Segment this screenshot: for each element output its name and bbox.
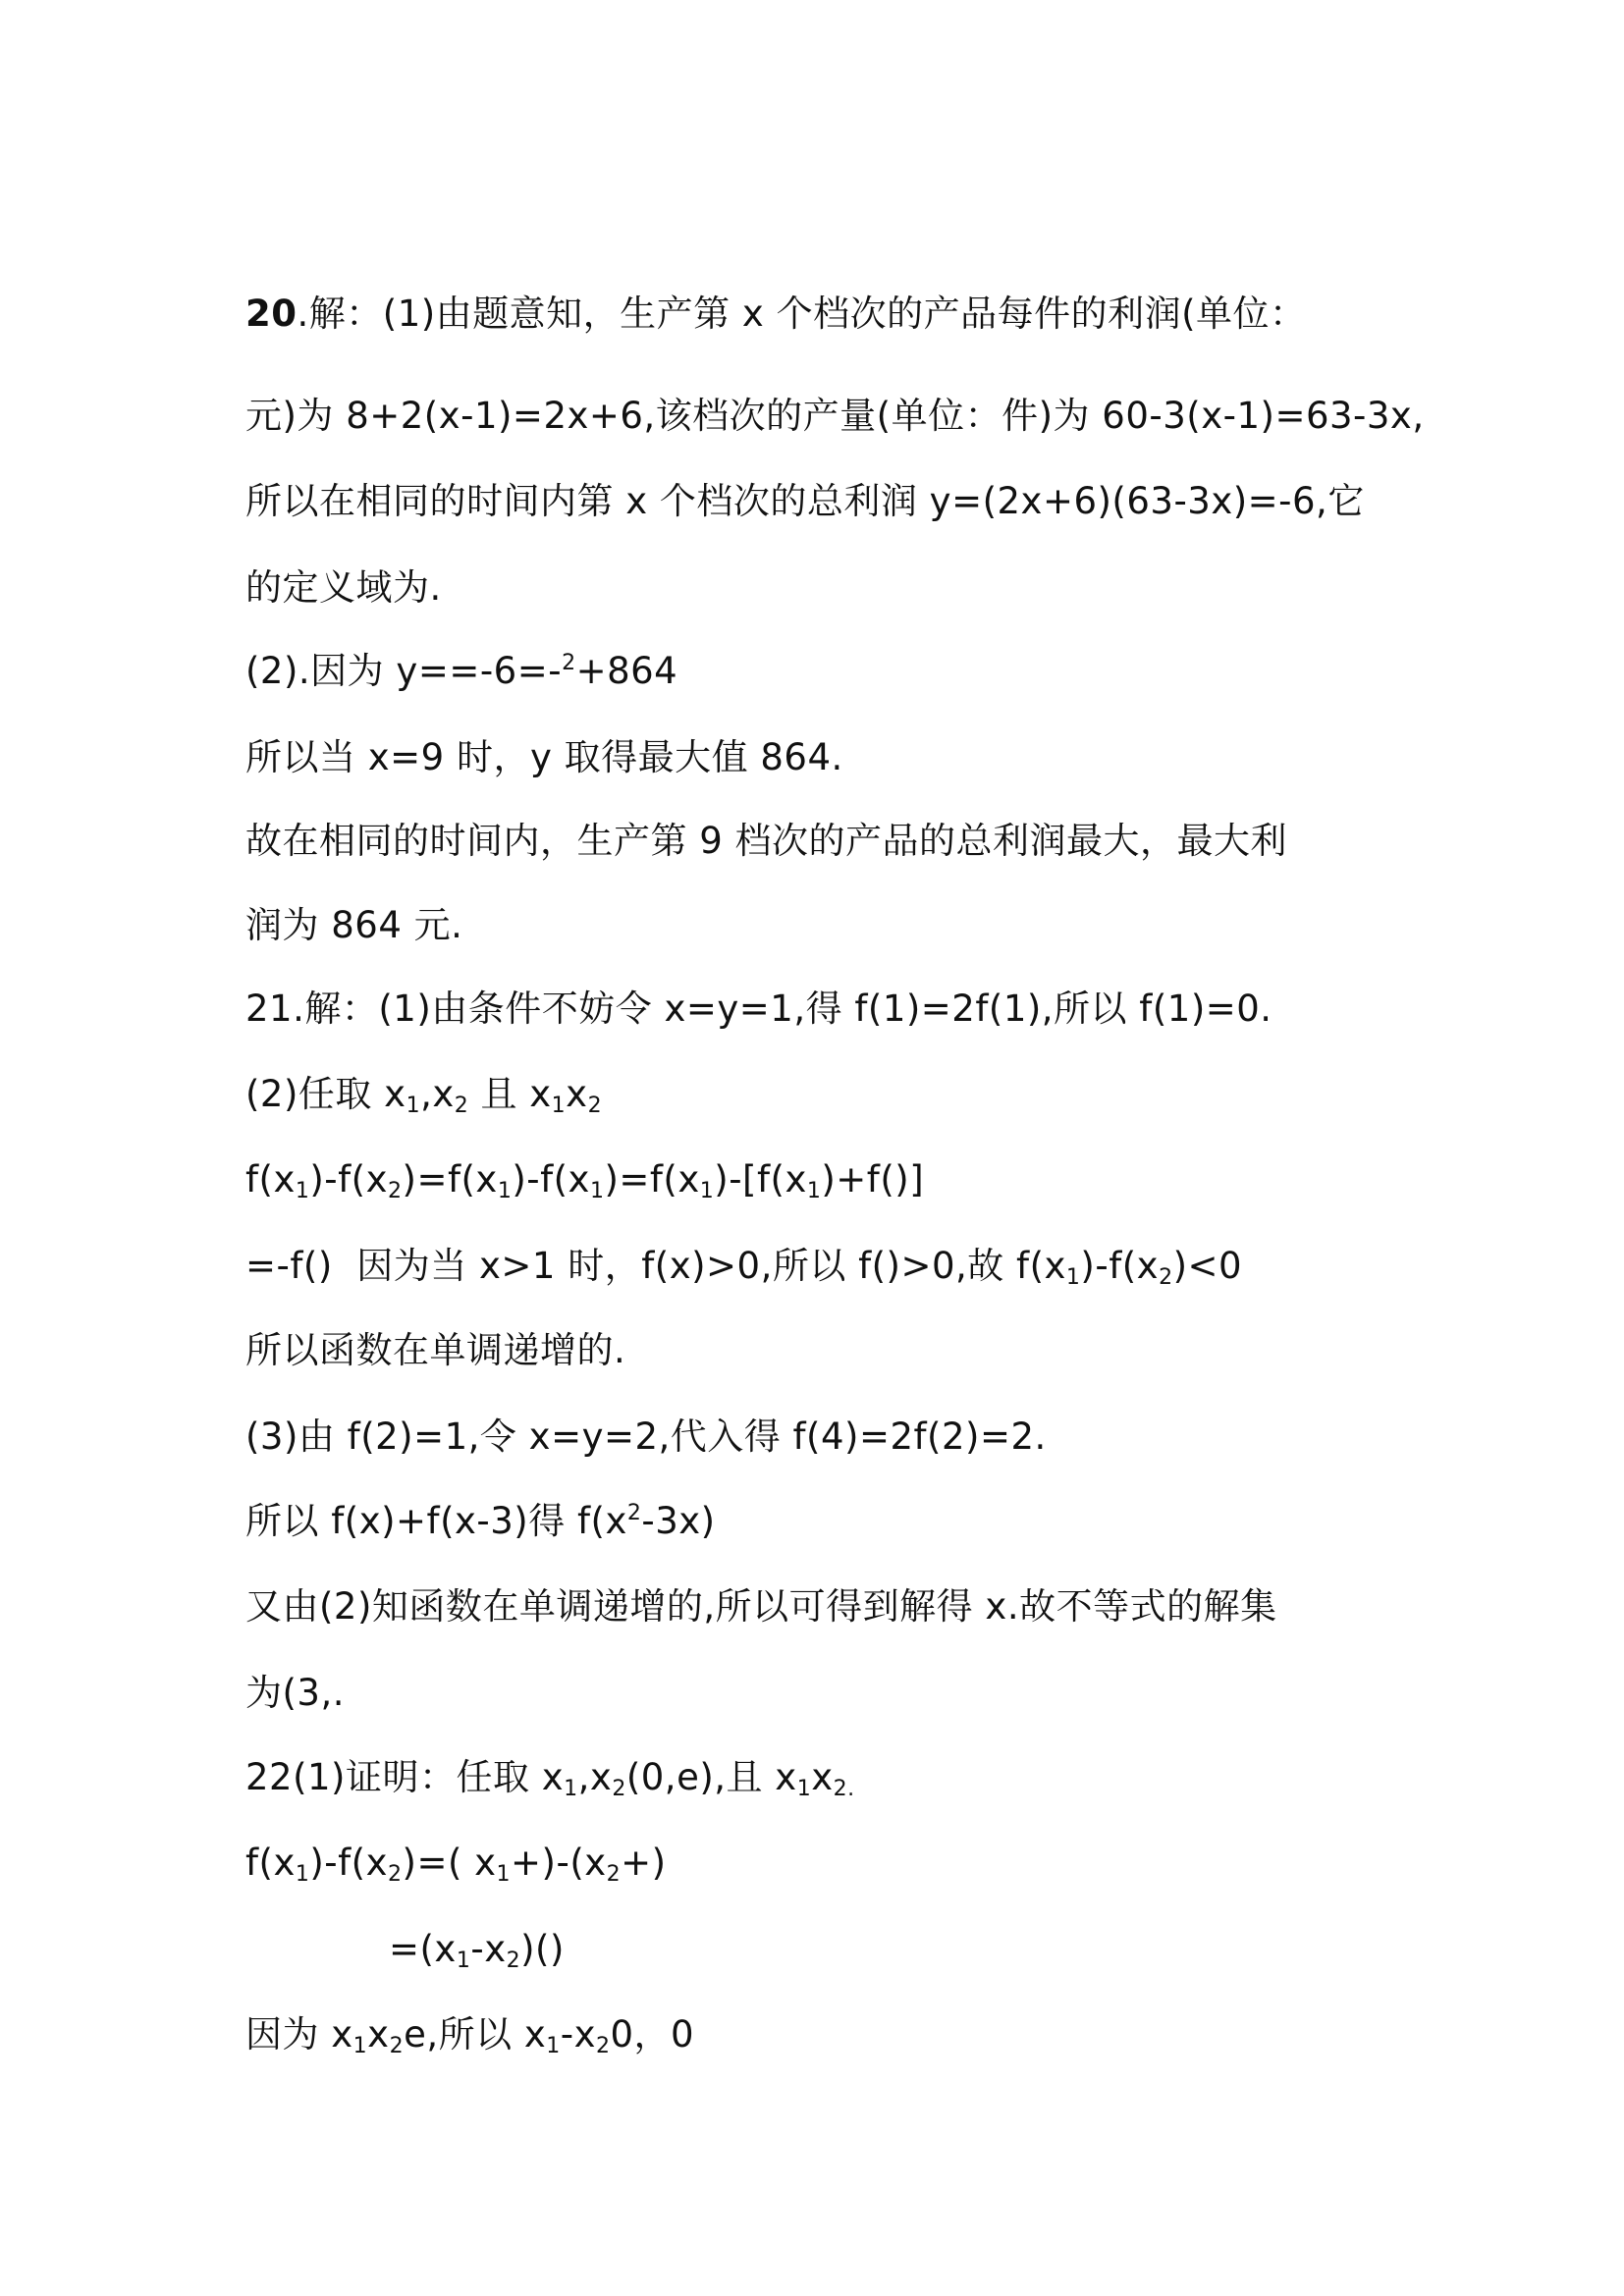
solution-20-line-7: 故在相同的时间内，生产第 9 档次的产品的总利润最大，最大利 [245,820,1288,862]
text: -3x) [641,1500,716,1542]
solution-20-line-3: 所以在相同的时间内第 x 个档次的总利润 y=(2x+6)(63-3x)=-6,它 [245,480,1365,522]
text: 22(1)证明：任取 x [245,1756,565,1798]
text: =(x [389,1928,457,1970]
text: 且 x [468,1073,552,1115]
text: e,所以 x [404,2013,547,2056]
solution-22-line-1 [245,1754,855,1801]
text: )-f(x [512,1158,590,1201]
subscript: 2 [389,2034,405,2058]
text: +864 [575,650,678,692]
subscript: 1 [497,1179,513,1203]
text: 所以 f(x)+f(x-3)得 f(x [245,1500,627,1542]
subscript: 1 [1065,1265,1081,1290]
solution-20-line-2: 元)为 8+2(x-1)=2x+6,该档次的产量(单位：件)为 60-3(x-1)=63-3x, [245,395,1425,437]
text: f(x [245,1158,296,1201]
text: ,x [577,1756,613,1798]
subscript: 2 [454,1094,469,1118]
solution-22-line-3 [389,1926,565,1973]
text: )=f(x [604,1158,700,1201]
solution-20-line-8: 润为 864 元. [245,904,463,946]
text: =-f() 因为当 x>1 时，f(x)>0,所以 f()>0,故 f(x [245,1245,1066,1287]
subscript: 1 [699,1179,715,1203]
text: )() [520,1928,565,1970]
text: x [566,1073,588,1115]
subscript: 1 [546,2034,561,2058]
text: )<0 [1172,1245,1243,1287]
subscript: 1 [551,1094,567,1118]
solution-21-line-6: (3)由 f(2)=1,令 x=y=2,代入得 f(4)=2f(2)=2. [245,1415,1047,1458]
text: (2).因为 y==-6=- [245,650,563,692]
subscript: 2 [596,2034,611,2058]
subscript: 1 [496,1862,512,1887]
text: )=( x [402,1842,497,1884]
solution-21-line-4 [245,1243,1242,1290]
text: )=f(x [402,1158,498,1201]
subscript: 2 [388,1179,403,1203]
text: .解：(1)由题意知，生产第 x 个档次的产品每件的利润(单位： [297,293,1307,335]
subscript: 2 [587,1094,603,1118]
solution-20-line-1 [245,291,1307,338]
subscript: 2 [388,1862,403,1887]
text: x [811,1756,834,1798]
solution-22-line-2 [245,1840,667,1887]
superscript: 2 [626,1501,642,1525]
solution-21-line-9: 为(3,. [245,1672,345,1714]
solution-22-line-4 [245,2011,694,2058]
subscript: 1 [796,1777,812,1801]
subscript: 1 [806,1179,822,1203]
solution-21-line-3 [245,1156,924,1203]
text: f(x [245,1842,296,1884]
text: (0,e),且 x [625,1756,797,1798]
text: ,x [420,1073,455,1115]
subscript: 1 [352,2034,368,2058]
subscript: 1 [406,1094,421,1118]
subscript: 2 [606,1862,622,1887]
text: (2)任取 x [245,1073,406,1115]
subscript: 2. [833,1777,855,1801]
subscript: 1 [589,1179,605,1203]
text: )+f()] [821,1158,925,1201]
text: )-f(x [1080,1245,1160,1287]
text: -x [560,2013,597,2056]
subscript: 2 [506,1949,521,1973]
solution-21-line-5: 所以函数在单调递增的. [245,1329,626,1371]
subscript: 1 [295,1862,310,1887]
text: )-[f(x [714,1158,807,1201]
text: +) [621,1842,667,1884]
subscript: 1 [456,1949,471,1973]
solution-21-line-2 [245,1071,602,1118]
subscript: 2 [1159,1265,1173,1290]
subscript: 2 [612,1777,626,1801]
solution-21-line-7 [245,1498,716,1545]
text: )-f(x [309,1842,389,1884]
solution-21-line-1: 21.解：(1)由条件不妨令 x=y=1,得 f(1)=2f(1),所以 f(1)=0. [245,988,1272,1030]
text: -x [470,1928,507,1970]
subscript: 1 [295,1179,310,1203]
text: +)-(x [511,1842,607,1884]
question-number-20: 20 [245,293,298,335]
solution-20-line-6: 所以当 x=9 时，y 取得最大值 864. [245,736,843,778]
solution-21-line-8: 又由(2)知函数在单调递增的,所以可得到解得 x.故不等式的解集 [245,1585,1277,1628]
solution-20-line-5 [245,648,677,695]
subscript: 1 [564,1777,578,1801]
superscript: 2 [562,651,576,675]
text: x [367,2013,390,2056]
text: 0，0 [610,2013,695,2056]
text: )-f(x [309,1158,389,1201]
text: 因为 x [245,2013,353,2056]
solution-20-line-4: 的定义域为. [245,566,442,609]
